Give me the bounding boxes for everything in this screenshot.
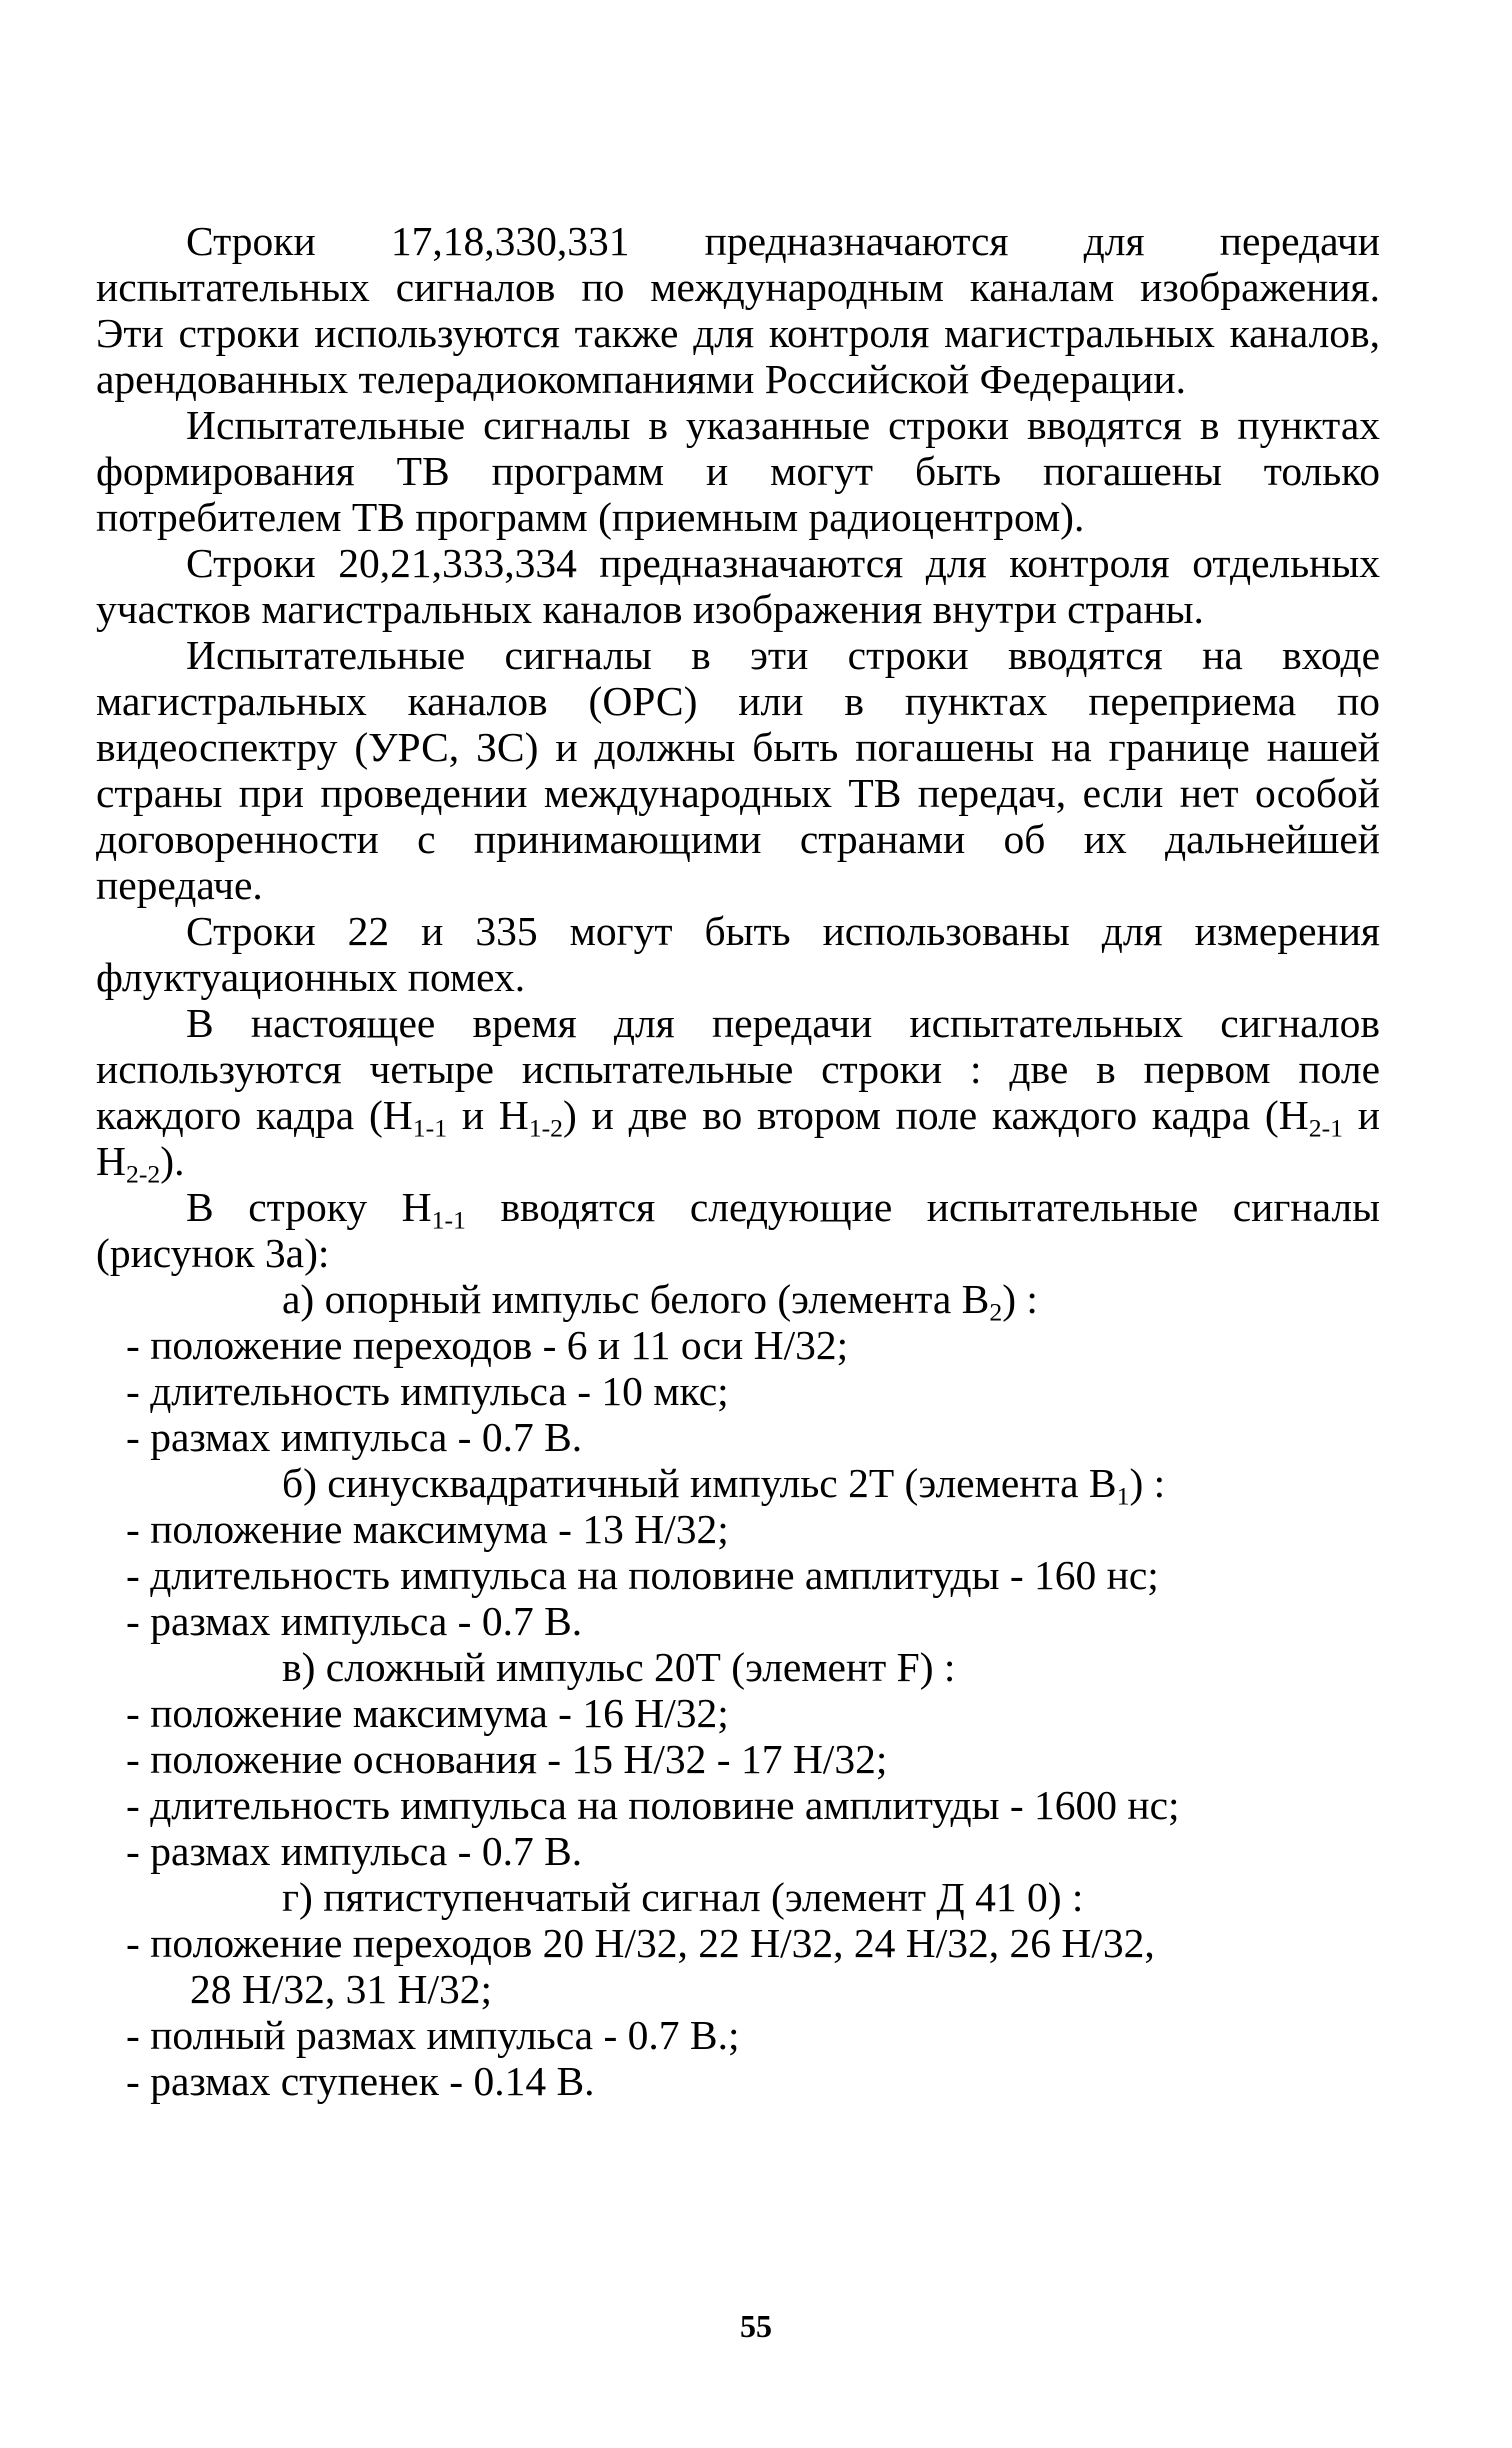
signal-a-heading (96, 1276, 1380, 1327)
signal-b-heading (96, 1460, 1380, 1511)
signal-d-transitions: - положение переходов 20 H/32, 22 H/32, 24 H/32, 26 H/32, (126, 1920, 1155, 1966)
signal-d-transitions-continued: 28 H/32, 31 H/32; (190, 1966, 493, 2012)
text-segment: б) синусквадратичный импульс 2Т (элемента B (282, 1460, 1117, 1506)
text-segment: ) и две во втором поле каждого кадра (H (563, 1092, 1309, 1138)
text-segment: ). (160, 1138, 185, 1184)
signal-c-item: - длительность импульса на половине амплитуды - 1600 нс; (126, 1782, 1180, 1828)
subscript: 2-2 (125, 1159, 161, 1189)
signal-d-item: - размах ступенек - 0.14 В. (126, 2058, 595, 2104)
signal-c-heading: в) сложный импульс 20Т (элемент F) : (282, 1644, 956, 1690)
signal-b-item: - длительность импульса на половине амплитуды - 160 нс; (126, 1552, 1159, 1598)
paragraph-insertion-points: Испытательные сигналы в указанные строки вводятся в пунктах формирования ТВ программ и могут быть погашены только потребителем ТВ программ (приемным радиоцентром). (96, 402, 1380, 540)
subscript: 2-1 (1308, 1113, 1344, 1143)
text-segment: В настоящее время для передачи испытательных сигналов используются четыре испытательные строки : две в первом поле каждого кадра (H (96, 1000, 1380, 1138)
signal-c-item: - положение основания - 15 H/32 - 17 H/32; (126, 1736, 888, 1782)
paragraph-four-test-lines (96, 1000, 1380, 1189)
signal-b-item: - размах импульса - 0.7 В. (126, 1598, 583, 1644)
paragraph-lines-22-335: Строки 22 и 335 могут быть использованы для измерения флуктуационных помех. (96, 908, 1380, 1000)
subscript: 1-1 (412, 1113, 448, 1143)
paragraph-lines-20-21: Строки 20,21,333,334 предназначаются для контроля отдельных участков магистральных каналов изображения внутри страны. (96, 540, 1380, 632)
signal-a-item: - размах импульса - 0.7 В. (126, 1414, 583, 1460)
text-segment: и H (447, 1092, 529, 1138)
signal-c-item: - положение максимума - 16 H/32; (126, 1690, 729, 1736)
text-segment: ) : (1002, 1276, 1038, 1322)
text-segment: а) опорный импульс белого (элемента B (282, 1276, 990, 1322)
signal-b-item: - положение максимума - 13 H/32; (126, 1506, 729, 1552)
paragraph-lines-17-18: Строки 17,18,330,331 предназначаются для передачи испытательных сигналов по международным каналам изображения. Эти строки используются также для контроля магистральных каналов, арендованных телерадиокомпаниями Российской Федерации. (96, 218, 1380, 402)
text-segment: ) : (1129, 1460, 1166, 1506)
signal-a-item: - длительность импульса - 10 мкс; (126, 1368, 729, 1414)
signal-c-item: - размах импульса - 0.7 В. (126, 1828, 583, 1874)
text-segment: вводятся следующие испытательные сигналы (рисунок 3а): (96, 1184, 1380, 1276)
paragraph-domestic-signals: Испытательные сигналы в эти строки вводятся на входе магистральных каналов (ОРС) или в пунктах переприема по видеоспектру (УРС, ЗС) и должны быть погашены на границе нашей страны при проведении международных ТВ передач, если нет особой договоренности с принимающими странами об их дальнейшей передаче. (96, 632, 1380, 908)
text-segment: В строку H (186, 1184, 432, 1230)
subscript: 1-1 (431, 1205, 466, 1235)
paragraph-line-h11-intro (96, 1184, 1380, 1276)
signal-d-item: - полный размах импульса - 0.7 В.; (126, 2012, 740, 2058)
subscript: 1 (1116, 1481, 1130, 1511)
signal-d-heading: г) пятиступенчатый сигнал (элемент Д 41 0) : (282, 1874, 1084, 1920)
text-segment: и H (96, 1092, 1380, 1184)
page-number: 55 (740, 2308, 772, 2344)
signal-a-item: - положение переходов - 6 и 11 оси H/32; (126, 1322, 849, 1368)
subscript: 1-2 (528, 1113, 564, 1143)
subscript: 2 (989, 1297, 1003, 1327)
body-text (96, 218, 1380, 2104)
